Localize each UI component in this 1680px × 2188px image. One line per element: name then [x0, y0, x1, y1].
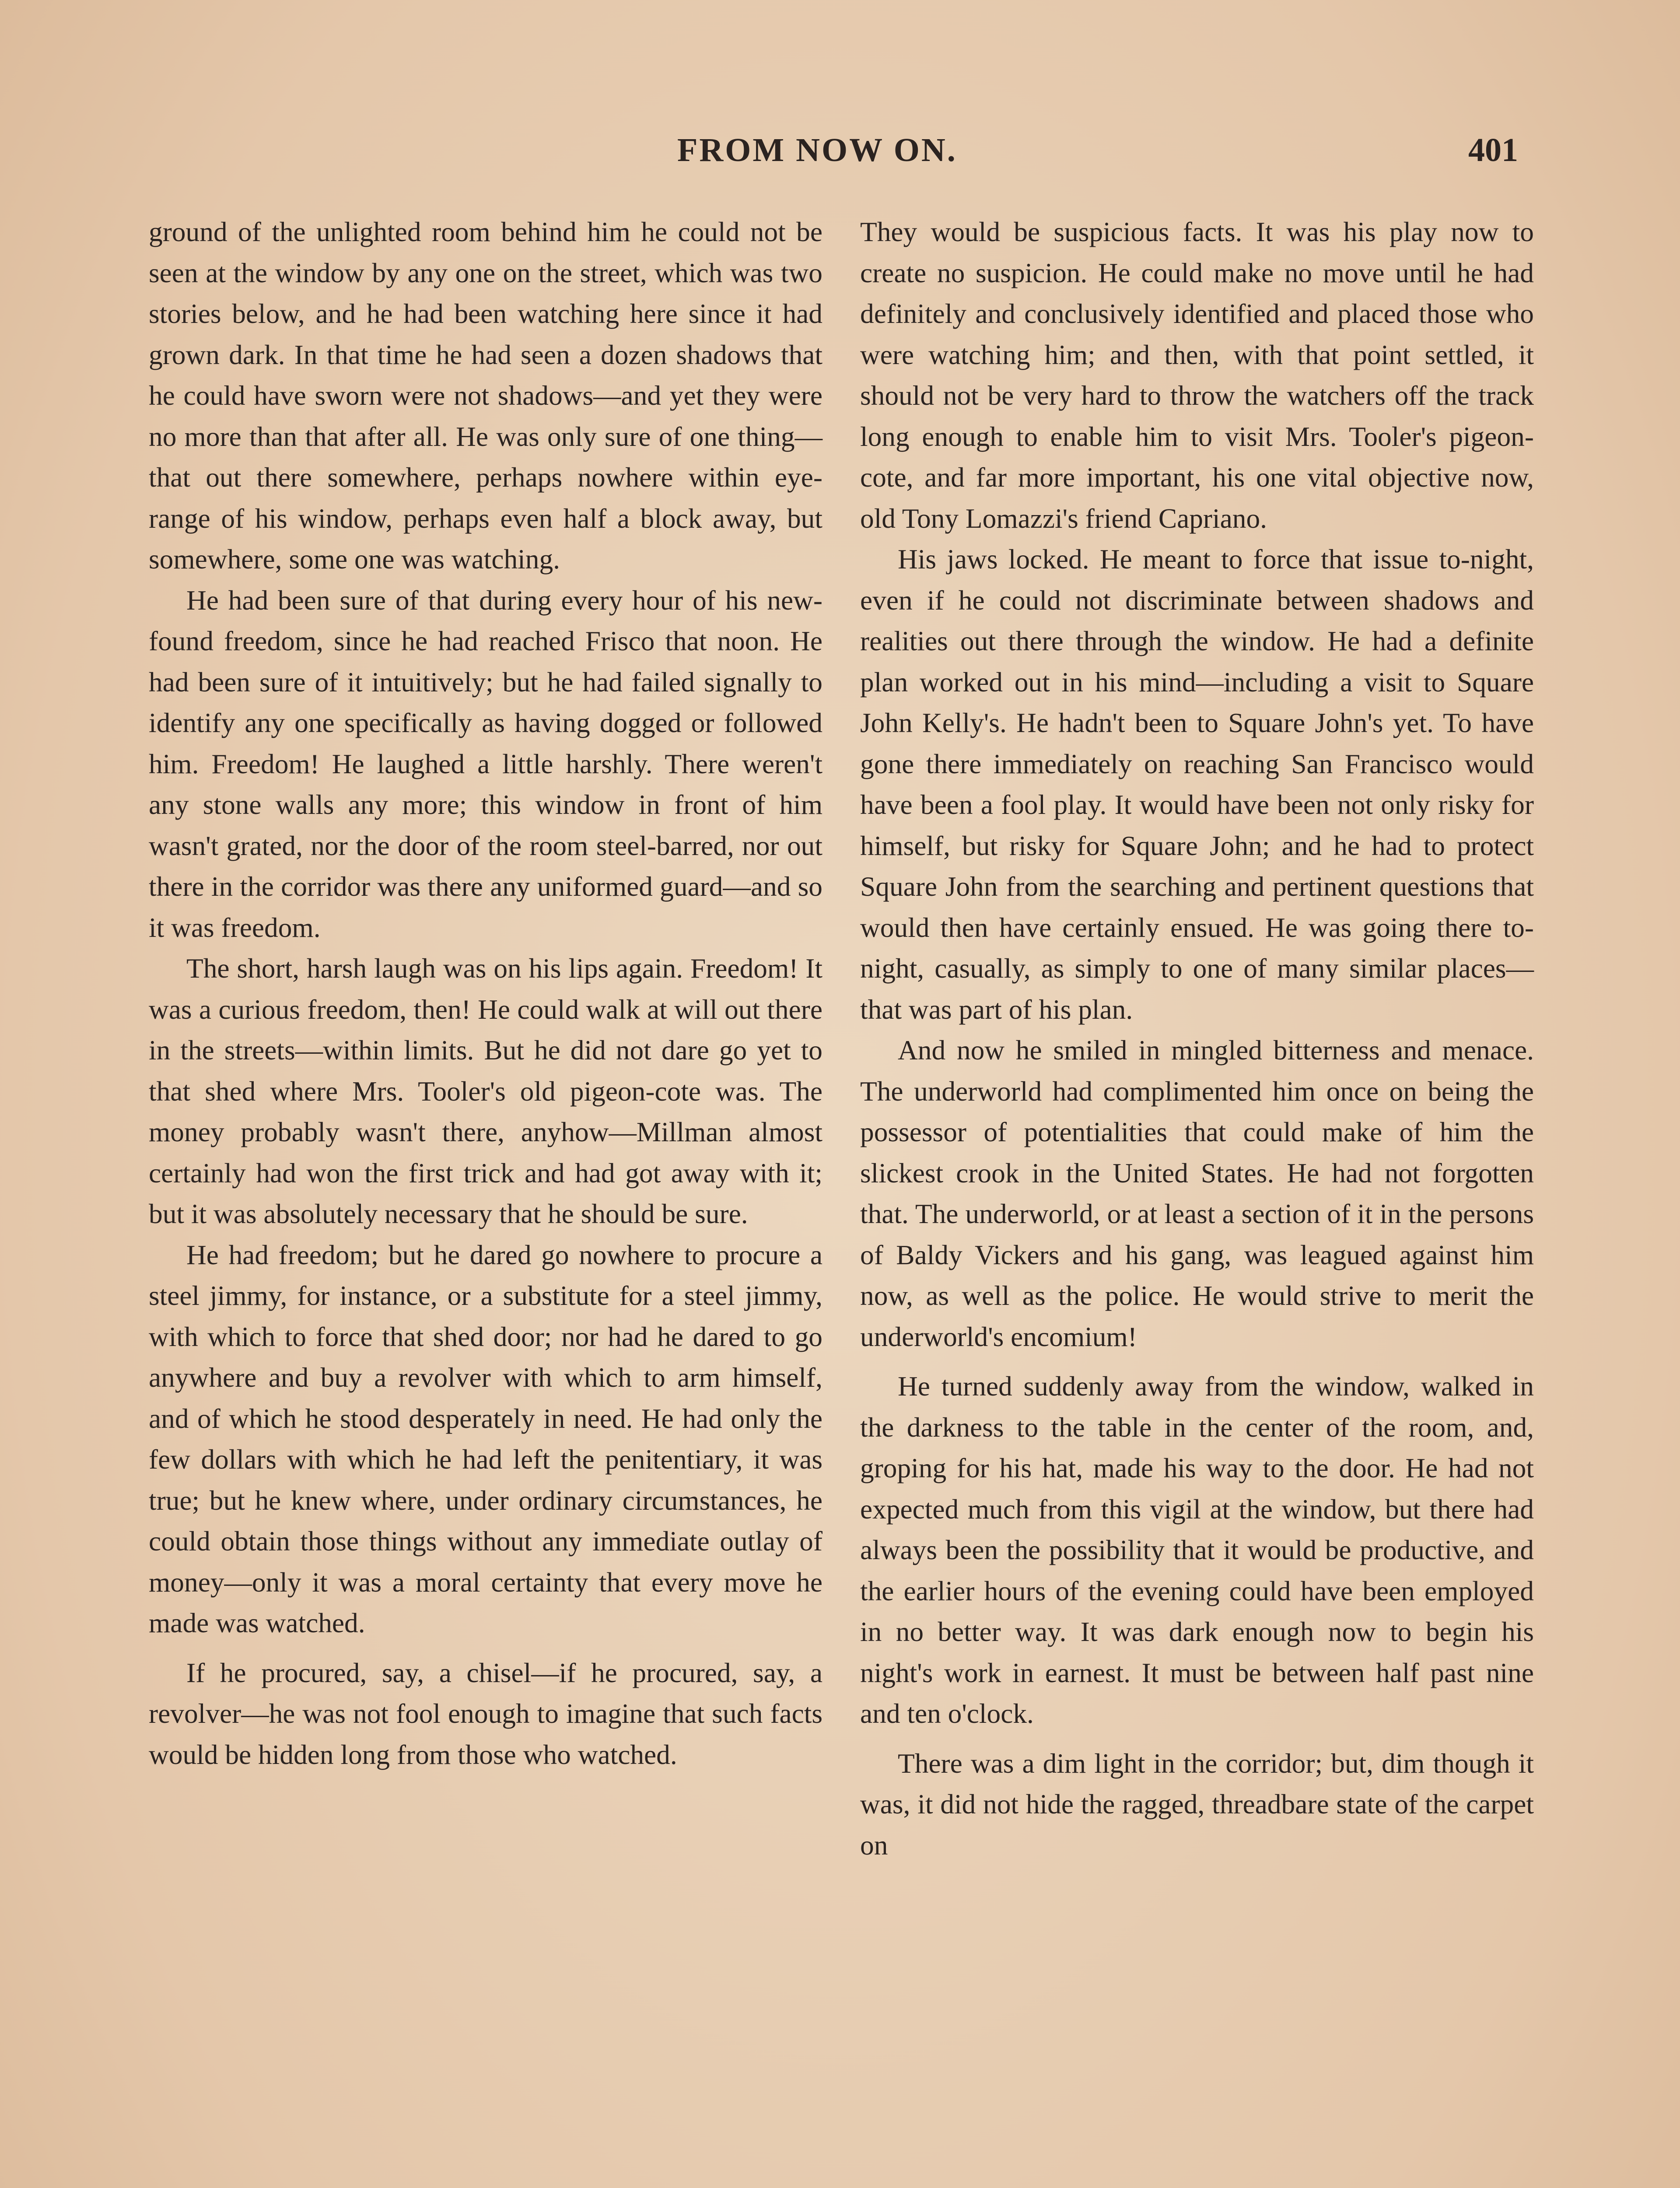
- running-head: FROM NOW ON.: [677, 132, 957, 168]
- page-number: 401: [1468, 132, 1518, 168]
- paragraph: If he procured, say, a chisel—if he procured, say, a revolver—he was not fool enough to imagine that such facts would be hidden long from those who watched.: [149, 1657, 822, 1770]
- paragraph: His jaws locked. He meant to force that issue to-night, even if he could not discriminate between shadows and realities out there through the window. He had a definite plan worked out in his mind—including a visit to Square John Kelly's. He hadn't been to Square John's yet. To have gone there immediately on reaching San Francisco would have been a fool play. It would have been not only risky for himself, but risky for Square John; and he had to protect Square John from the searching and pertinent questions that would then have certainly ensued. He was going there to-night, casually, as simply to one of many similar places—that was part of his plan.: [860, 544, 1534, 1025]
- paragraph: There was a dim light in the corridor; but, dim though it was, it did not hide the ragged, threadbare state of the carpet on: [860, 1748, 1534, 1861]
- paragraph: ground of the unlighted room behind him he could not be seen at the window by any one on the street, which was two stories below, and he had been watching here since it had grown dark. In that time he had seen a dozen shadows that he could have sworn were not shadows—and yet they were no more than that after all. He was only sure of one thing—that out there somewhere, perhaps nowhere within eye-range of his window, perhaps even half a block away, but somewhere, some one was watching.: [149, 217, 822, 575]
- paragraph: He turned suddenly away from the window, walked in the darkness to the table in the center of the room, and, groping for his hat, made his way to the door. He had not expected much from this vigil at the window, but there had always been the possibility that it would be productive, and the earlier hours of the evening could have been employed in no better way. It was dark enough now to begin his night's work in earnest. It must be between half past nine and ten o'clock.: [860, 1371, 1534, 1729]
- paragraph: They would be suspicious facts. It was his play now to create no suspicion. He could make no move until he had definitely and conclusively identified and placed those who were watching him; and then, with that point settled, it should not be very hard to throw the watchers off the track long enough to enable him to visit Mrs. Tooler's pigeon-cote, and far more important, his one vital objective now, old Tony Lomazzi's friend Capriano.: [860, 217, 1534, 534]
- left-column: [149, 212, 822, 1775]
- paragraph: He had freedom; but he dared go nowhere to procure a steel jimmy, for instance, or a substitute for a steel jimmy, with which to force that shed door; nor had he dared to go anywhere and buy a revolver with which to arm himself, and of which he stood desperately in need. He had only the few dollars with which he had left the penitentiary, it was true; but he knew where, under ordinary circumstances, he could obtain those things without any immediate outlay of money—only it was a moral certainty that every move he made was watched.: [149, 1239, 822, 1638]
- paragraph: And now he smiled in mingled bitterness and menace. The underworld had complimented him once on being the possessor of potentialities that could make of him the slickest crook in the United States. He had not forgotten that. The underworld, or at least a section of it in the persons of Baldy Vickers and his gang, was leagued against him now, as well as the police. He would strive to merit the underworld's encomium!: [860, 1035, 1534, 1352]
- paragraph: He had been sure of that during every hour of his new-found freedom, since he had reached Frisco that noon. He had been sure of it intuitively; but he had failed signally to identify any one specifically as having dogged or followed him. Freedom! He laughed a little harshly. There weren't any stone walls any more; this window in front of him wasn't grated, nor the door of the room steel-barred, nor out there in the corridor was there any uniformed guard—and so it was freedom.: [149, 585, 822, 943]
- right-column: [860, 212, 1534, 1866]
- paragraph: The short, harsh laugh was on his lips again. Freedom! It was a curious freedom, then! He could walk at will out there in the streets—within limits. But he did not dare go yet to that shed where Mrs. Tooler's old pigeon-cote was. The money probably wasn't there, anyhow—Millman almost certainly had won the first trick and had got away with it; but it was absolutely necessary that he should be sure.: [149, 953, 822, 1229]
